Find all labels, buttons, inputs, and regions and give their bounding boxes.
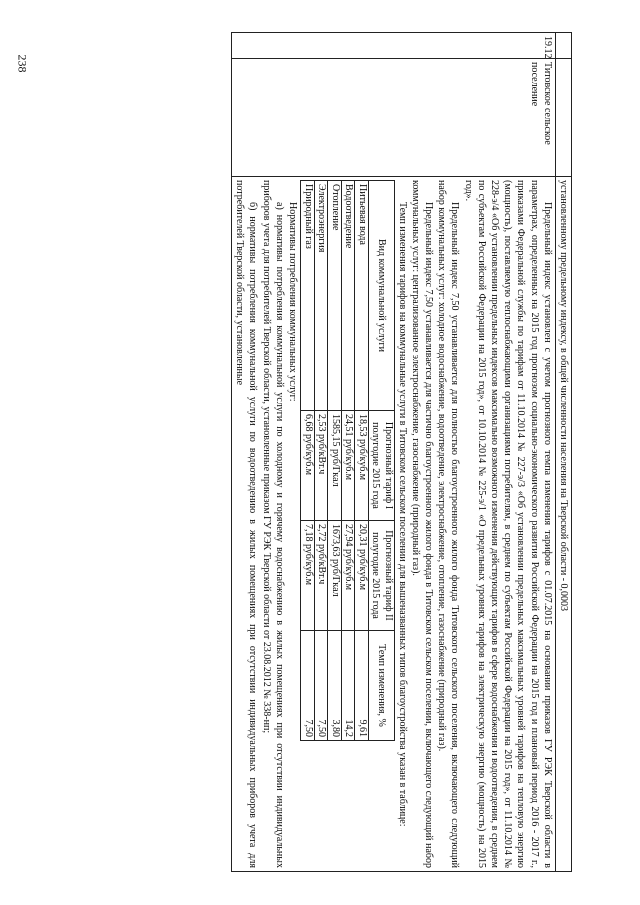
change-rate: 7,50	[314, 631, 328, 741]
top-row-num-cell	[555, 33, 571, 59]
norms-item-a: а) нормативы потребления коммунальной услуги по холодному и горячему водоснабжению в жилых помещениях при отсутствии индивидуальных приборов учета для потребителей Тверской области, установленные приказом ГУ РЭК Тверской области от 23.08.2012 № 338-нп;	[260, 180, 285, 868]
change-rate: 14,2	[341, 631, 355, 741]
row-19-12	[232, 33, 556, 872]
service-name: Природный газ	[301, 181, 315, 411]
row-content	[232, 177, 556, 872]
page-number-text: 238	[15, 54, 30, 72]
top-row-name-cell	[555, 59, 571, 177]
service-name: Водоотведение	[341, 181, 355, 411]
change-rate: 3,80	[328, 631, 342, 741]
tariff-h2: 1673,63 руб/Гкал	[328, 521, 342, 631]
header-change-rate: Темп изменения, %	[368, 631, 394, 741]
tariff-table	[300, 180, 395, 741]
tariff-h2: 2,72 руб/кВт.ч	[314, 521, 328, 631]
norms-item-b: б) нормативы потребления коммунальной услуги по водоотведению в жилых помещениях при отсутствии индивидуальных приборов учета для потребителей Тверской области, установленные	[234, 180, 259, 868]
service-name: Отопление	[328, 181, 342, 411]
tariff-row	[341, 181, 355, 741]
row-number: 19.12	[232, 33, 556, 59]
tariff-header-row	[368, 181, 394, 741]
tariff-row	[328, 181, 342, 741]
header-tariff-h1: Прогнозный тариф I полугодие 2015 года	[368, 411, 394, 521]
service-name: Питьевая вода	[355, 181, 369, 411]
page-number	[2, 48, 42, 78]
paragraph-1: Предельный индекс установлен с учетом прогнозного темпа изменения тарифов с 01.07.2015 на основании приказов ГУ РЭК Тверской области в параметрах, определенных на 2015 год прогнозом социально-экономического развития Российской Федерации на 2015 год и плановый период 2016 - 2017 г., приказами Федеральной службы по тарифам от 11.10.2014 № 227-э/3 «Об установлении предельных максимальных уровней тарифов на тепловую энергию (мощность), поставляемую теплоснабжающими организациями потребителям, в среднем по субъектам Российской Федерации на 2015 год», от 11.10.2014 № 228-э/4 «Об установлении предельных индексов максимально возможного изменения действующих тарифов в сфере водоснабжения и водоотведения, в среднем по субъектам Российской Федерации на 2015 год», от 10.10.2014 № 225-э/1 «О предельных уровнях тарифов на электрическую энергию (мощность) на 2015 год».	[462, 180, 553, 868]
tariff-h2: 27,94 руб/куб.м	[341, 521, 355, 631]
paragraph-2: Предельный индекс 7,50 устанавливается для полностью благоустроенного жилого фонда Титовского сельского поселения, включающего следующий набор коммунальных услуг: холодное водоснабжение, водоотведение, электроснабжение, отопление, газоснабжение (природный газ).	[436, 180, 461, 868]
top-row	[555, 33, 571, 872]
change-rate: 9,61	[355, 631, 369, 741]
main-table	[231, 32, 572, 872]
tariff-row	[355, 181, 369, 741]
tariff-row	[314, 181, 328, 741]
norms-heading: Нормативы потребления коммунальных услуг:	[287, 202, 299, 402]
settlement-name: Титовское сельское поселение	[232, 59, 556, 177]
tariff-h2: 20,31 руб/куб.м	[355, 521, 369, 631]
paragraph-3: Предельный индекс 7,50 устанавливается для частично благоустроенного жилого фонда в Титовском сельском поселении, включающего следующий набор коммунальных услуг: централизованное электроснабжение, газоснабжение (природный газ).	[409, 180, 435, 868]
service-name: Электроэнергия	[314, 181, 328, 411]
tariff-row	[301, 181, 315, 741]
paragraph-4: Темп изменения тарифов на коммунальные услуги в Титовском сельском поселении для вышеназванных типов благоустройства указан в таблице:	[396, 202, 408, 827]
tariff-h1: 24,51 руб/куб.м	[341, 411, 355, 521]
rotated-page-content	[52, 32, 572, 872]
tariff-h1: 2,53 руб/кВт.ч	[314, 411, 328, 521]
tariff-h2: 7,18 руб/куб.м	[301, 521, 315, 631]
top-row-text: установленному предельному индексу, в общей численности населения на Тверской области - 0,0003	[555, 177, 571, 872]
tariff-h1: 1585,15 руб/Гкал	[328, 411, 342, 521]
tariff-h1: 18,53 руб/куб.м	[355, 411, 369, 521]
change-rate: 7,50	[301, 631, 315, 741]
header-tariff-h2: Прогнозный тариф II полугодие 2015 года	[368, 521, 394, 631]
header-service: Вид коммунальной услуги	[368, 181, 394, 411]
tariff-h1: 6,68 руб/куб.м	[301, 411, 315, 521]
